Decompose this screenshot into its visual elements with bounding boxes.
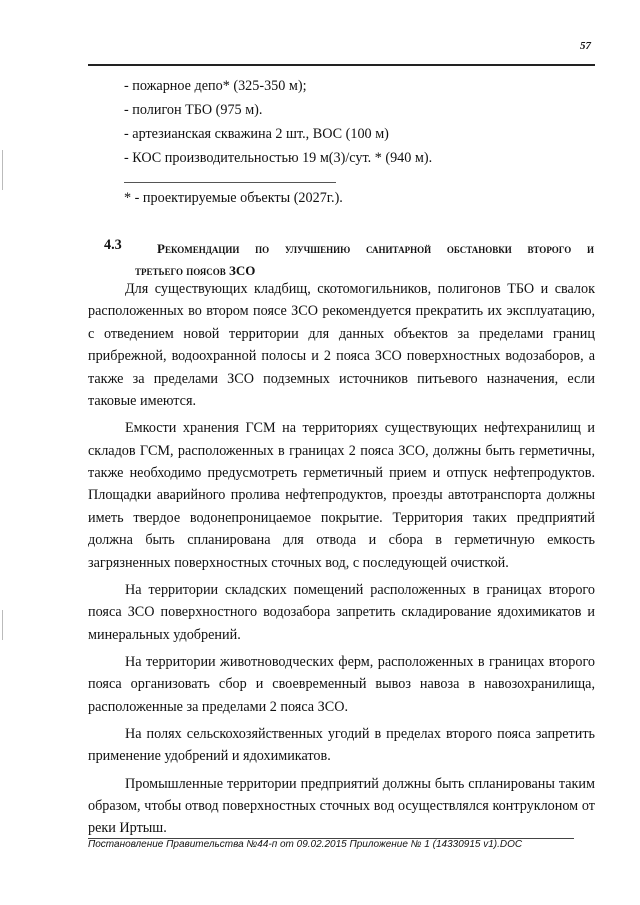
list-item: - пожарное депо* (325-350 м); (124, 78, 307, 94)
paragraph: Для существующих кладбищ, скотомогильников, полигонов ТБО и свалок расположенных во втором поясе ЗСО рекомендуется прекратить их эксплуатацию, с отведением новой территории для данных объектов за пределами границ прибрежной, водоохранной полосы и 2 пояса ЗСО поверхностных водозаборов, а также за пределами ЗСО подземных источников питьевого назначения, если таковые имеются. (88, 281, 595, 410)
paragraph: На территории животноводческих ферм, расположенных в границах второго пояса организовать сбор и своевременный вывоз навоза в навозохранилища, расположенные за пределами 2 пояса ЗСО. (88, 653, 595, 715)
footnote-rule (124, 182, 336, 183)
paragraph: На территории складских помещений расположенных в границах второго пояса ЗСО поверхностного водозабора запретить складирование ядохимикатов и минеральных удобрений. (88, 581, 595, 643)
section-title (135, 237, 594, 278)
section-title-line1: Рекомендации по улучшению санитарной обстановки второго и (157, 241, 594, 256)
header-rule (88, 64, 595, 66)
body-text (88, 278, 595, 845)
paragraph: На полях сельскохозяйственных угодий в пределах второго пояса запретить применение удобрений и ядохимикатов. (88, 725, 595, 765)
section-title-line2: третьего поясов ЗСО (135, 263, 256, 278)
list-item: - артезианская скважина 2 шт., ВОС (100 м) (124, 126, 389, 142)
paragraph: Емкости хранения ГСМ на территориях существующих нефтехранилищ и складов ГСМ, расположенных в границах 2 пояса ЗСО, должны быть герметичны, также необходимо предусмотреть герметичный прием и отпуск нефтепродуктов. Площадки аварийного пролива нефтепродуктов, проезды автотранспорта должны иметь твердое водонепроницаемое покрытие. Территория таких предприятий должна быть спланирована для отвода и сбора в герметичную емкость загрязненных поверхностных сточных вод, с последующей очисткой. (88, 420, 595, 571)
footnote: * - проектируемые объекты (2027г.). (124, 190, 343, 206)
scan-edge-mark (2, 150, 3, 190)
list-item: - полигон ТБО (975 м). (124, 102, 263, 118)
paragraph: Промышленные территории предприятий должны быть спланированы таким образом, чтобы отвод поверхностных сточных вод осуществлялся контруклоном от реки Иртыш. (88, 775, 595, 837)
scan-edge-mark (2, 610, 3, 640)
list-item: - КОС производительностью 19 м(3)/сут. * (940 м). (124, 150, 433, 166)
object-list (124, 74, 432, 170)
footer-text: Постановление Правительства №44-п от 09.02.2015 Приложение № 1 (14330915 v1).DOC (88, 839, 523, 850)
page-number: 57 (580, 40, 591, 52)
section-number: 4.3 (104, 237, 122, 253)
